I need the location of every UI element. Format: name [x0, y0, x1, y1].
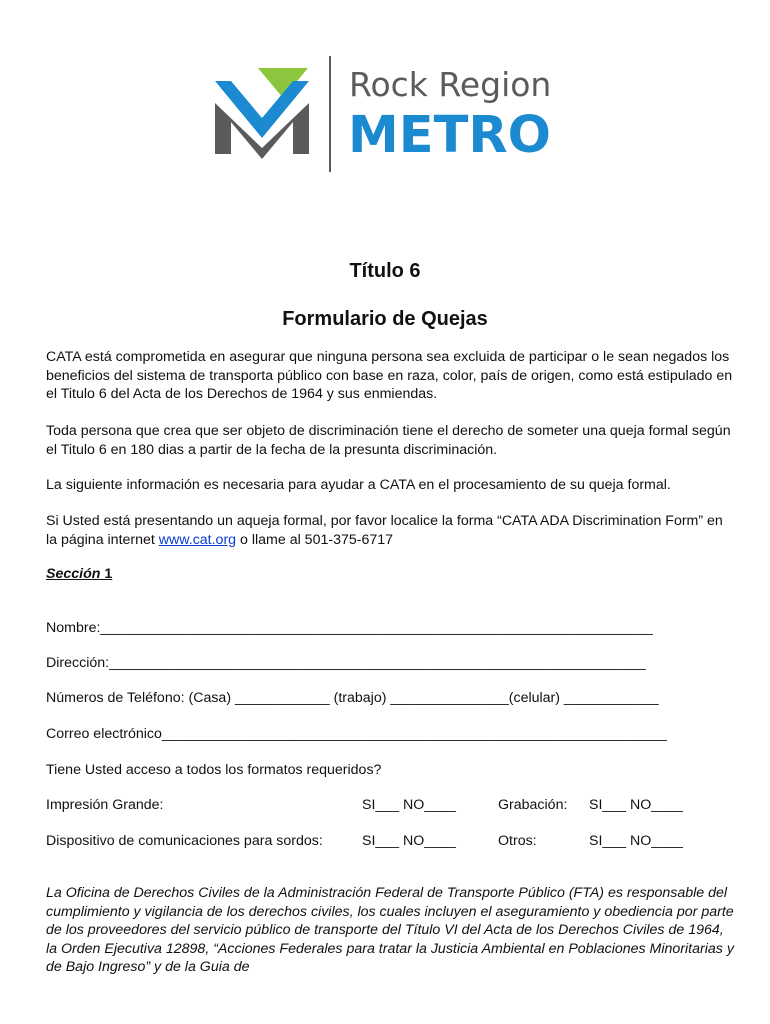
website-link[interactable]: www.cat.org [158, 531, 237, 548]
section-label: Sección [46, 566, 101, 582]
format-other-label: Otros: [498, 833, 537, 849]
email-field[interactable]: Correo electrónico________________________________________________________________ [46, 726, 667, 742]
paragraph-rights: Toda persona que crea que ser objeto de discriminación tiene el derecho de someter una queja formal según el Titulo 6 en 180 dias a partir de la fecha de la presunta discriminación. [46, 423, 731, 458]
formats-question: Tiene Usted acceso a todos los formatos requeridos? [46, 762, 382, 778]
section-number: 1 [100, 566, 113, 582]
format-recording-options[interactable]: SI___ NO____ [589, 797, 683, 813]
section-heading [46, 566, 112, 582]
format-tty-options[interactable]: SI___ NO____ [362, 833, 456, 849]
phone-text: o llame al 501-375-6717 [236, 531, 394, 548]
format-tty-label: Dispositivo de comunicaciones para sordos: [46, 833, 323, 849]
ada-text: Si Usted está presentando un aqueja formal, por favor localice la forma “CATA ADA Discrimination Form” en la página internet [46, 513, 723, 548]
page-subtitle: Formulario de Quejas [282, 308, 488, 330]
paragraph-info: La siguiente información es necesaria para ayudar a CATA en el procesamiento de su queja formal. [46, 477, 671, 493]
page-title: Título 6 [349, 260, 421, 282]
rock-region-metro-logo [213, 56, 573, 176]
format-recording-label: Grabación: [498, 797, 568, 813]
format-other-options[interactable]: SI___ NO____ [589, 833, 683, 849]
paragraph-ada-form [46, 512, 736, 549]
footer-paragraph: La Oficina de Derechos Civiles de la Administración Federal de Transporte Público (FTA) es responsable del cumplimiento y vigilancia de los derechos civiles, los cuales incluyen el aseguramiento y obediencia por parte de los proveedores del servicio público de transporte del Título VI del Acta de los Derechos Civiles de 1964, la Orden Ejecutiva 12898, “Acciones Federales para tratar la Justicia Ambiental en Poblaciones Minoritarias y de Bajo Ingreso” y de la Guia de [46, 885, 734, 975]
address-field[interactable]: Dirección:____________________________________________________________________ [46, 655, 646, 671]
format-large-print-options[interactable]: SI___ NO____ [362, 797, 456, 813]
logo-line1: Rock Region [349, 65, 552, 104]
logo-mark-icon [213, 56, 573, 176]
name-field[interactable]: Nombre:______________________________________________________________________ [46, 620, 653, 636]
phone-field[interactable]: Números de Teléfono: (Casa) ____________ (trabajo) _______________(celular) ____________ [46, 690, 659, 706]
format-large-print-label: Impresión Grande: [46, 797, 164, 813]
logo-line2: METRO [348, 106, 552, 165]
paragraph-commitment: CATA está comprometida en asegurar que ninguna persona sea excluida de participar o le sean negados los beneficios del sistema de transporta público con base en raza, color, país de origen, como está estipulado en el Titulo 6 del Acta de los Derechos de 1964 y sus enmiendas. [46, 349, 733, 402]
